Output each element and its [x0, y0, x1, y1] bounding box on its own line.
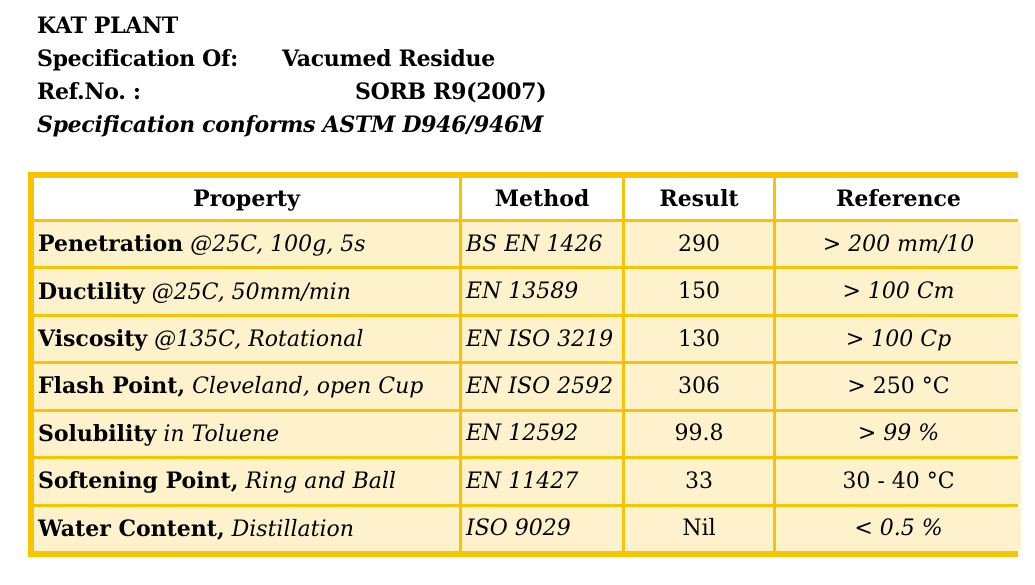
ref-value: SORB R9(2007) — [355, 79, 547, 105]
property-detail: Cleveland, open Cup — [185, 374, 424, 400]
spec-table — [31, 175, 1024, 554]
method-cell: BS EN 1426 — [462, 222, 622, 266]
table-row — [34, 364, 1021, 408]
property-cell — [34, 412, 459, 456]
spec-value: Vacumed Residue — [282, 46, 495, 72]
column-header-method: Method — [462, 178, 622, 219]
table-row — [34, 459, 1021, 503]
reference-cell: > 200 mm/10 — [776, 222, 1021, 266]
table-header-row — [34, 178, 1021, 219]
reference-cell: > 100 Cm — [776, 269, 1021, 313]
result-cell: 130 — [625, 317, 773, 361]
reference-cell: < 0.5 % — [776, 507, 1021, 551]
conformance-note: Specification conforms ASTM D946/946M — [37, 112, 544, 138]
specification-table — [28, 172, 1018, 557]
result-cell: Nil — [625, 507, 773, 551]
property-cell — [34, 269, 459, 313]
property-detail: @135C, Rotational — [147, 327, 364, 353]
document-header — [37, 10, 547, 142]
property-detail: Ring and Ball — [238, 469, 396, 495]
property-name: Penetration — [38, 231, 184, 258]
method-cell: EN ISO 3219 — [462, 317, 622, 361]
result-cell: 290 — [625, 222, 773, 266]
result-cell: 150 — [625, 269, 773, 313]
result-cell: 33 — [625, 459, 773, 503]
spec-label: Specification Of: — [37, 46, 238, 72]
column-header-result: Result — [625, 178, 773, 219]
property-cell — [34, 317, 459, 361]
reference-cell: 30 - 40 °C — [776, 459, 1021, 503]
column-header-property: Property — [34, 178, 459, 219]
property-detail: in Toluene — [156, 421, 280, 447]
property-detail: @25C, 100g, 5s — [183, 232, 366, 258]
property-cell — [34, 222, 459, 266]
reference-cell: > 99 % — [776, 412, 1021, 456]
ref-line — [37, 76, 547, 109]
result-cell: 99.8 — [625, 412, 773, 456]
property-name: Softening Point, — [38, 468, 239, 495]
table-row — [34, 269, 1021, 313]
property-name: Water Content, — [38, 515, 225, 542]
column-header-reference: Reference — [776, 178, 1021, 219]
property-name: Viscosity — [38, 326, 148, 353]
plant-title: KAT PLANT — [37, 13, 178, 39]
reference-cell: > 250 °C — [776, 364, 1021, 408]
table-row — [34, 317, 1021, 361]
property-cell — [34, 459, 459, 503]
property-name: Ductility — [38, 278, 145, 305]
table-row — [34, 222, 1021, 266]
method-cell: EN 12592 — [462, 412, 622, 456]
method-cell: EN 13589 — [462, 269, 622, 313]
spec-line — [37, 43, 543, 76]
result-cell: 306 — [625, 364, 773, 408]
property-name: Solubility — [38, 420, 157, 447]
property-cell — [34, 507, 459, 551]
method-cell: ISO 9029 — [462, 507, 622, 551]
property-cell — [34, 364, 459, 408]
property-detail: Distillation — [224, 516, 354, 542]
method-cell: EN ISO 2592 — [462, 364, 622, 408]
property-detail: @25C, 50mm/min — [144, 279, 351, 305]
ref-label: Ref.No. : — [37, 79, 141, 105]
table-row — [34, 507, 1021, 551]
method-cell: EN 11427 — [462, 459, 622, 503]
property-name: Flash Point, — [38, 373, 186, 400]
table-row — [34, 412, 1021, 456]
reference-cell: > 100 Cp — [776, 317, 1021, 361]
